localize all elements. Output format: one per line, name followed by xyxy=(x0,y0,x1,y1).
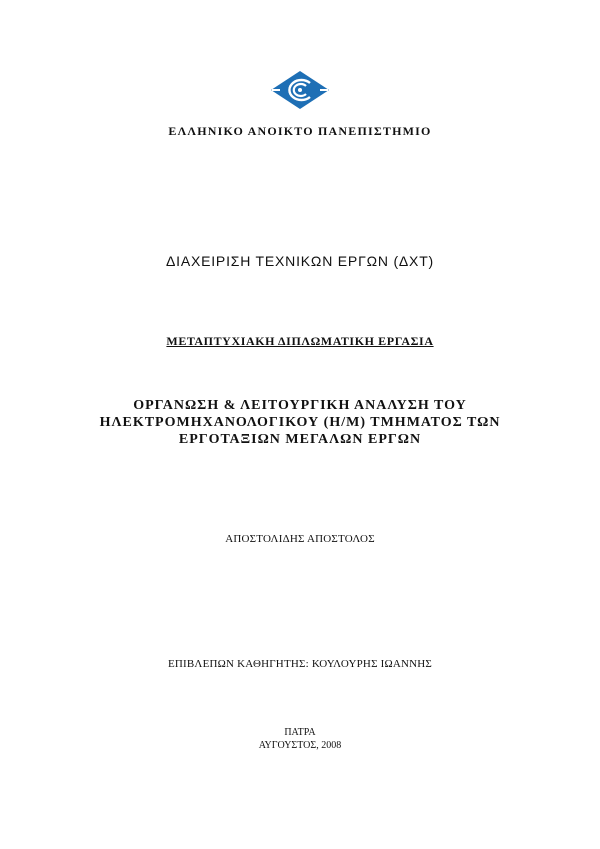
university-name: ΕΛΛΗΝΙΚΟ ΑΝΟΙΚΤΟ ΠΑΝΕΠΙΣΤΗΜΙΟ xyxy=(168,124,432,138)
thesis-title xyxy=(0,397,600,448)
thesis-title-line-1: ΟΡΓΑΝΩΣΗ & ΛΕΙΤΟΥΡΓΙΚΗ ΑΝΑΛΥΣΗ ΤΟΥ xyxy=(133,398,467,413)
program-name: ΔΙΑΧΕΙΡΙΣΗ ΤΕΧΝΙΚΩΝ ΕΡΓΩΝ (ΔΧΤ) xyxy=(165,253,435,269)
submission-date: ΑΥΓΟΥΣΤΟΣ, 2008 xyxy=(258,740,342,751)
thesis-title-line-2: ΗΛΕΚΤΡΟΜΗΧΑΝΟΛΟΓΙΚΟΥ (Η/Μ) ΤΜΗΜΑΤΟΣ ΤΩΝ xyxy=(99,415,501,430)
author-name: ΑΠΟΣΤΟΛΙΔΗΣ ΑΠΟΣΤΟΛΟΣ xyxy=(225,533,375,545)
supervisor-line: ΕΠΙΒΛΕΠΩΝ ΚΑΘΗΓΗΤΗΣ: ΚΟΥΛΟΥΡΗΣ ΙΩΑΝΝΗΣ xyxy=(167,658,433,670)
thesis-title-line-3: ΕΡΓΟΤΑΞΙΩΝ ΜΕΓΑΛΩΝ ΕΡΓΩΝ xyxy=(178,432,422,447)
university-logo-icon xyxy=(270,70,330,110)
thesis-type-heading: ΜΕΤΑΠΤΥΧΙΑΚΗ ΔΙΠΛΩΜΑΤΙΚΗ ΕΡΓΑΣΙΑ xyxy=(166,334,434,348)
city-name: ΠΑΤΡΑ xyxy=(284,727,316,738)
